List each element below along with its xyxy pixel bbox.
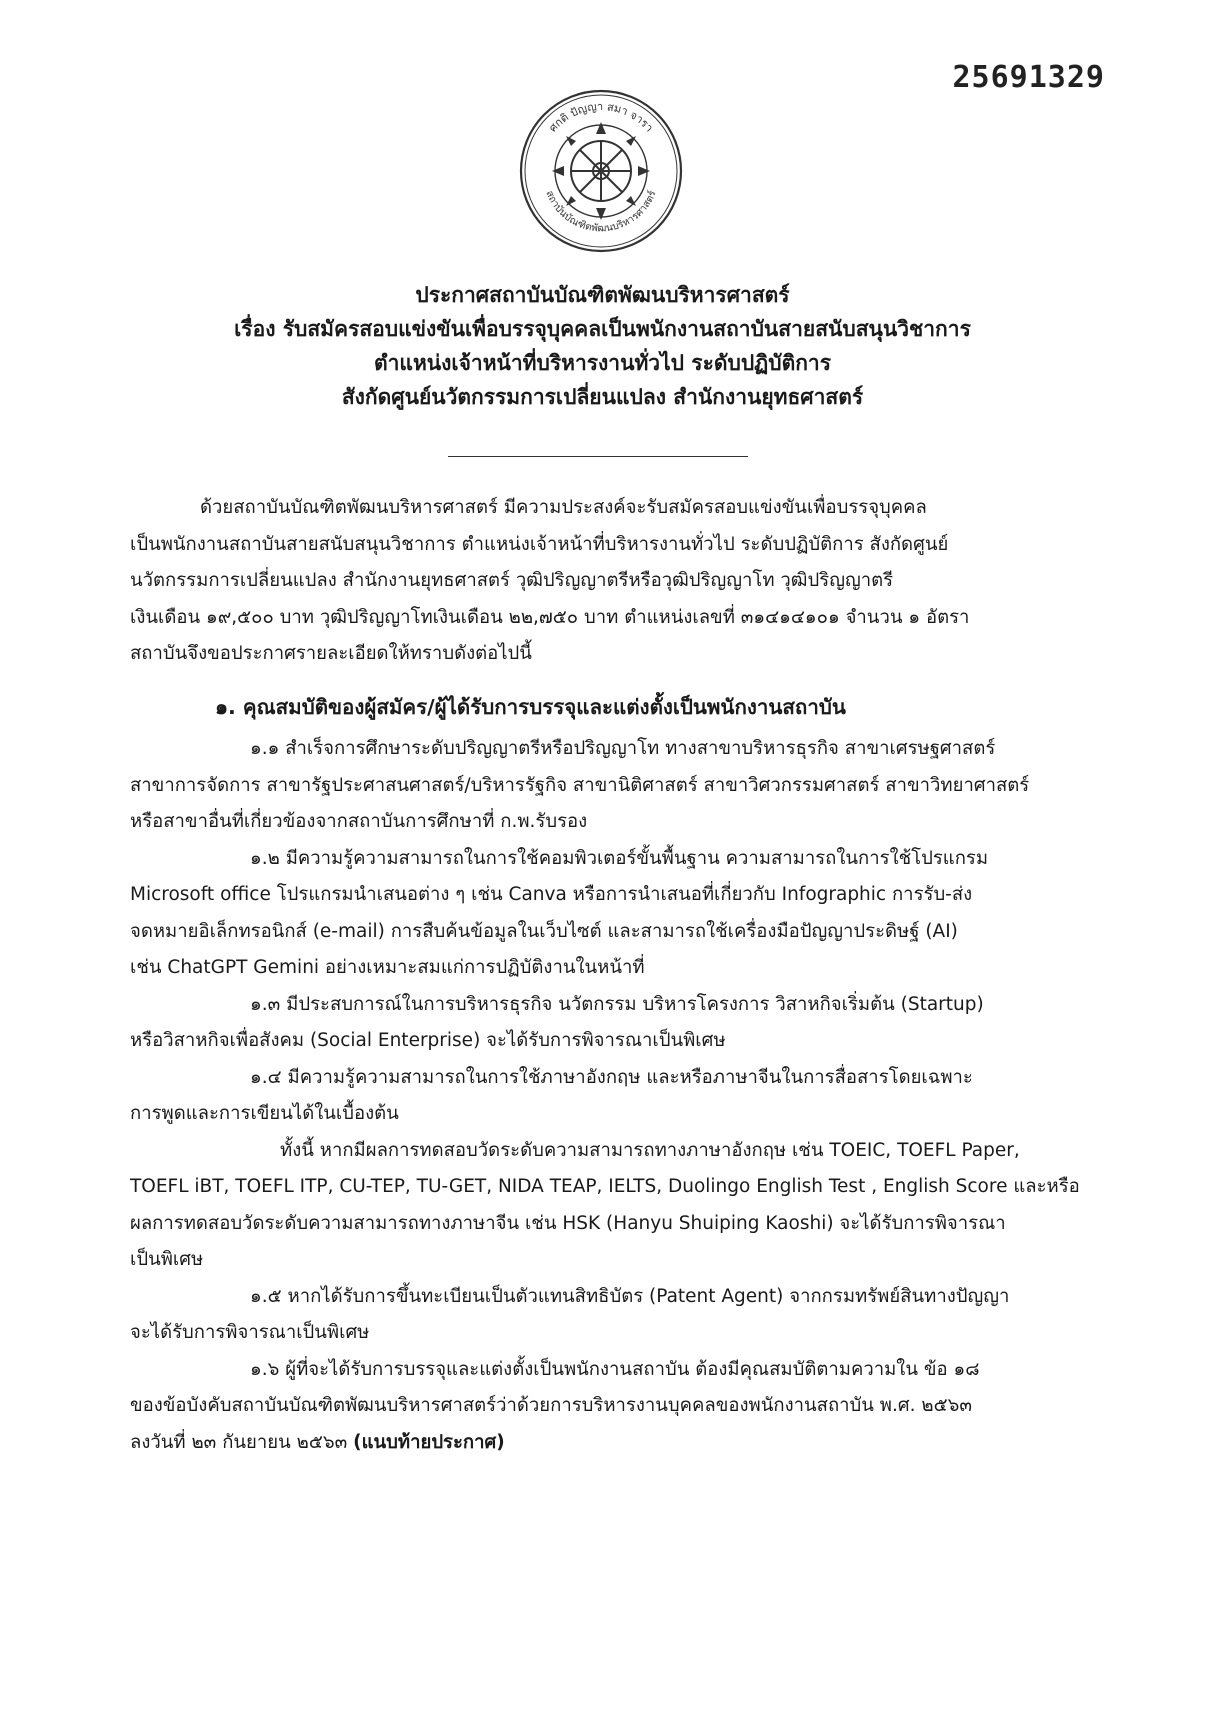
item-1-6-line-3-text: ลงวันที่ ๒๓ กันยายน ๒๕๖๓ — [130, 1431, 348, 1453]
intro-line-2: เป็นพนักงานสถาบันสายสนับสนุนวิชาการ ตำแหน่งเจ้าหน้าที่บริหารงานทั่วไป ระดับปฏิบัติการ สังกัดศูนย์ — [130, 533, 949, 555]
item-1-6-line-3 — [130, 1425, 1075, 1462]
item-1-2-line-2: Microsoft office โปรแกรมนำเสนอต่าง ๆ เช่น Canva หรือการนำเสนอที่เกี่ยวกับ Infographic การรับ-ส่ง — [130, 884, 973, 905]
intro-line-3: นวัตกรรมการเปลี่ยนแปลง สำนักงานยุทธศาสตร์ วุฒิปริญญาตรีหรือวุฒิปริญญาโท วุฒิปริญญาตรี — [130, 570, 894, 591]
item-1-4-line-1: ๑.๔ มีความรู้ความสามารถในการใช้ภาษาอังกฤษ และหรือภาษาจีนในการสื่อสารโดยเฉพาะ — [250, 1066, 973, 1088]
item-1-4 — [130, 1060, 1080, 1279]
attachment-note: (แนบท้ายประกาศ) — [353, 1431, 505, 1453]
document-number: 25691329 — [952, 60, 1105, 95]
item-1-2-line-4: เช่น ChatGPT Gemini อย่างเหมาะสมแก่การปฏิบัติงานในหน้าที่ — [130, 957, 645, 978]
heading-line-1: ประกาศสถาบันบัณฑิตพัฒนบริหารศาสตร์ — [415, 283, 790, 307]
item-1-4-note-line-4: เป็นพิเศษ — [130, 1249, 204, 1270]
announcement-heading — [0, 278, 1205, 414]
institute-seal-icon — [518, 88, 684, 254]
heading-line-3: ตำแหน่งเจ้าหน้าที่บริหารงานทั่วไป ระดับปฏิบัติการ — [374, 351, 831, 375]
item-1-3-line-1: ๑.๓ มีประสบการณ์ในการบริหารธุรกิจ นวัตกรรม บริหารโครงการ วิสาหกิจเริ่มต้น (Startup) — [250, 993, 984, 1015]
seal-bottom-text: สถาบันบัณฑิตพัฒนบริหารศาสตร์ — [543, 189, 659, 235]
item-1-2-line-1: ๑.๒ มีความรู้ความสามารถในการใช้คอมพิวเตอร์ขั้นพื้นฐาน ความสามารถในการใช้โปรแกรม — [250, 847, 989, 869]
item-1-6-line-1: ๑.๖ ผู้ที่จะได้รับการบรรจุและแต่งตั้งเป็นพนักงานสถาบัน ต้องมีคุณสมบัติตามความใน ข้อ ๑๘ — [250, 1358, 980, 1380]
item-1-3 — [130, 987, 1075, 1060]
item-1-2 — [130, 841, 1075, 987]
item-1-1-line-3: หรือสาขาอื่นที่เกี่ยวข้องจากสถาบันการศึกษาที่ ก.พ.รับรอง — [130, 811, 588, 832]
item-1-5 — [130, 1279, 1075, 1352]
section-1-title: ๑. คุณสมบัติของผู้สมัคร/ผู้ได้รับการบรรจุและแต่งตั้งเป็นพนักงานสถาบัน — [215, 694, 846, 719]
item-1-2-line-3: จดหมายอิเล็กทรอนิกส์ (e-mail) การสืบค้นข้อมูลในเว็บไซต์ และสามารถใช้เครื่องมือปัญญาประดิษฐ์ (AI) — [130, 920, 958, 942]
item-1-4-note-line-2: TOEFL iBT, TOEFL ITP, CU-TEP, TU-GET, NIDA TEAP, IELTS, Duolingo English Test , English Score และหรือ — [130, 1176, 1080, 1197]
item-1-5-line-2: จะได้รับการพิจารณาเป็นพิเศษ — [130, 1322, 370, 1343]
heading-divider — [448, 456, 748, 457]
intro-line-1: ด้วยสถาบันบัณฑิตพัฒนบริหารศาสตร์ มีความประสงค์จะรับสมัครสอบแข่งขันเพื่อบรรจุบุคคล — [200, 497, 927, 518]
item-1-4-note-line-1: ทั้งนี้ หากมีผลการทดสอบวัดระดับความสามารถทางภาษาอังกฤษ เช่น TOEIC, TOEFL Paper, — [280, 1139, 1020, 1161]
item-1-6-line-2: ของข้อบังคับสถาบันบัณฑิตพัฒนบริหารศาสตร์ว่าด้วยการบริหารงานบุคคลของพนักงานสถาบัน พ.ศ. ๒๕๖๓ — [130, 1395, 972, 1416]
item-1-4-note-line-3: ผลการทดสอบวัดระดับความสามารถทางภาษาจีน เช่น HSK (Hanyu Shuiping Kaoshi) จะได้รับการพิจารณา — [130, 1212, 1006, 1234]
intro-line-4: เงินเดือน ๑๙,๕๐๐ บาท วุฒิปริญญาโทเงินเดือน ๒๒,๗๕๐ บาท ตำแหน่งเลขที่ ๓๑๔๑๔๑๐๑ จำนวน ๑ อัตรา — [130, 606, 970, 628]
announcement-body — [130, 490, 1080, 1461]
item-1-1 — [130, 731, 1075, 841]
item-1-1-line-2: สาขาการจัดการ สาขารัฐประศาสนศาสตร์/บริหารรัฐกิจ สาขานิติศาสตร์ สาขาวิศวกรรมศาสตร์ สาขาวิทยาศาสตร์ — [130, 774, 1030, 796]
item-1-5-line-1: ๑.๕ หากได้รับการขึ้นทะเบียนเป็นตัวแทนสิทธิบัตร (Patent Agent) จากกรมทรัพย์สินทางปัญญา — [250, 1285, 1010, 1307]
heading-line-2: เรื่อง รับสมัครสอบแข่งขันเพื่อบรรจุบุคคลเป็นพนักงานสถาบันสายสนับสนุนวิชาการ — [234, 317, 971, 341]
intro-line-5: สถาบันจึงขอประกาศรายละเอียดให้ทราบดังต่อไปนี้ — [130, 643, 532, 664]
heading-line-4: สังกัดศูนย์นวัตกรรมการเปลี่ยนแปลง สำนักงานยุทธศาสตร์ — [341, 385, 864, 409]
seal-top-text: ศกติ ปัญญา สมา จารา — [546, 99, 656, 135]
intro-paragraph — [130, 490, 1075, 673]
item-1-1-line-1: ๑.๑ สำเร็จการศึกษาระดับปริญญาตรีหรือปริญญาโท ทางสาขาบริหารธุรกิจ สาขาเศรษฐศาสตร์ — [250, 738, 996, 759]
item-1-4-line-2: การพูดและการเขียนได้ในเบื้องต้น — [130, 1103, 399, 1124]
item-1-6 — [130, 1352, 1075, 1462]
item-1-3-line-2: หรือวิสาหกิจเพื่อสังคม (Social Enterprise) จะได้รับการพิจารณาเป็นพิเศษ — [130, 1030, 726, 1051]
